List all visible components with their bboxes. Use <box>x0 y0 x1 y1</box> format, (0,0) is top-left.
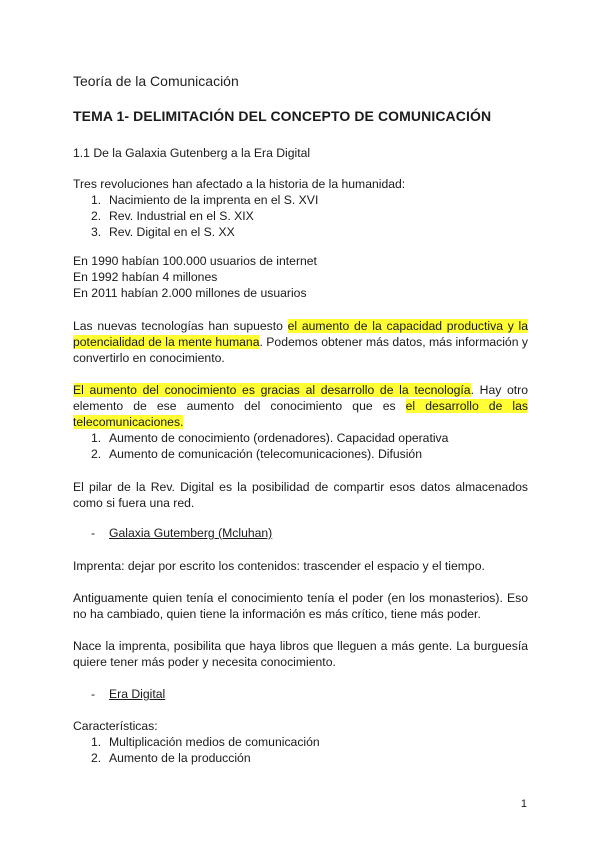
era-title: Era Digital <box>109 687 166 701</box>
list-item <box>73 734 528 750</box>
list-item-text: Rev. Digital en el S. XX <box>109 225 235 239</box>
nace-text: Nace la imprenta, posibilita que haya libros que lleguen a más gente. La burguesía quiere tener más poder y necesita conocimiento. <box>73 639 528 669</box>
list-item <box>73 192 528 208</box>
dash-bullet: - <box>91 526 96 540</box>
list-item-text: Aumento de la producción <box>109 751 251 765</box>
caracteristicas-section <box>73 718 528 766</box>
nace-paragraph <box>73 638 528 670</box>
tema-title: TEMA 1- DELIMITACIÓN DEL CONCEPTO DE COMUNICACIÓN <box>73 108 492 124</box>
list-item-text: Aumento de conocimiento (ordenadores). Capacidad operativa <box>109 431 449 445</box>
revoluciones-list <box>73 192 528 240</box>
list-item <box>73 208 528 224</box>
list-number: 3. <box>91 225 102 239</box>
list-number: 2. <box>91 447 102 461</box>
list-number: 1. <box>91 193 102 207</box>
antiguamente-text: Antiguamente quien tenía el conocimiento tenía el poder (en los monasterios). Eso no ha cambiado, quien tiene la información es más crítico, tiene más poder. <box>73 591 528 621</box>
caracteristicas-list <box>73 734 528 766</box>
usuarios-line: En 1990 habían 100.000 usuarios de internet <box>73 254 317 268</box>
section-title: 1.1 De la Galaxia Gutenberg a la Era Digital <box>73 146 311 160</box>
page-number: 1 <box>520 798 527 810</box>
aumento-section <box>73 382 528 462</box>
pilar-paragraph <box>73 479 528 511</box>
highlighted-text: el desarrollo de las telecomunicaciones. <box>73 399 528 429</box>
usuarios-line: En 2011 habían 2.000 millones de usuarios <box>73 286 307 300</box>
list-item <box>73 430 528 446</box>
list-item-text: Multiplicación medios de comunicación <box>109 735 320 749</box>
galaxia-title: Galaxia Gutemberg (Mcluhan) <box>109 526 273 540</box>
galaxia-heading <box>73 525 528 541</box>
antiguamente-paragraph <box>73 590 528 622</box>
era-heading <box>73 686 528 702</box>
imprenta-paragraph <box>73 558 528 574</box>
imprenta-text: Imprenta: dejar por escrito los contenidos: trascender el espacio y el tiempo. <box>73 559 485 573</box>
usuarios-section <box>73 253 528 301</box>
list-number: 1. <box>91 431 102 445</box>
list-item-text: Nacimiento de la imprenta en el S. XVI <box>109 193 319 207</box>
pilar-text: El pilar de la Rev. Digital es la posibilidad de compartir esos datos almacenados como si fuera una red. <box>73 480 528 510</box>
dash-bullet: - <box>91 687 96 701</box>
revoluciones-intro: Tres revoluciones han afectado a la historia de la humanidad: <box>73 177 406 191</box>
list-number: 2. <box>91 751 102 765</box>
highlighted-text: El aumento del conocimiento es gracias al desarrollo de la tecnología <box>73 383 471 397</box>
text-span: . Hay otro elemento de ese aumento del conocimiento que es <box>73 383 528 413</box>
list-number: 1. <box>91 735 102 749</box>
list-item-text: Rev. Industrial en el S. XIX <box>109 209 254 223</box>
highlighted-text: el aumento de la capacidad productiva y la potencialidad de la mente humana <box>73 319 528 349</box>
caracteristicas-intro: Características: <box>73 719 158 733</box>
text-span: . Podemos obtener más datos, más información y convertirlo en conocimiento. <box>73 335 528 365</box>
list-item <box>73 750 528 766</box>
course-title: Teoría de la Comunicación <box>73 73 239 89</box>
list-number: 2. <box>91 209 102 223</box>
nuevas-tecnologias-paragraph <box>73 318 528 366</box>
list-item-text: Aumento de comunicación (telecomunicaciones). Difusión <box>109 447 422 461</box>
usuarios-line: En 1992 habían 4 millones <box>73 270 218 284</box>
list-item <box>73 446 528 462</box>
aumento-list <box>73 430 528 462</box>
text-span: Las nuevas tecnologías han supuesto <box>73 319 288 333</box>
revoluciones-section <box>73 176 528 240</box>
list-item <box>73 224 528 240</box>
